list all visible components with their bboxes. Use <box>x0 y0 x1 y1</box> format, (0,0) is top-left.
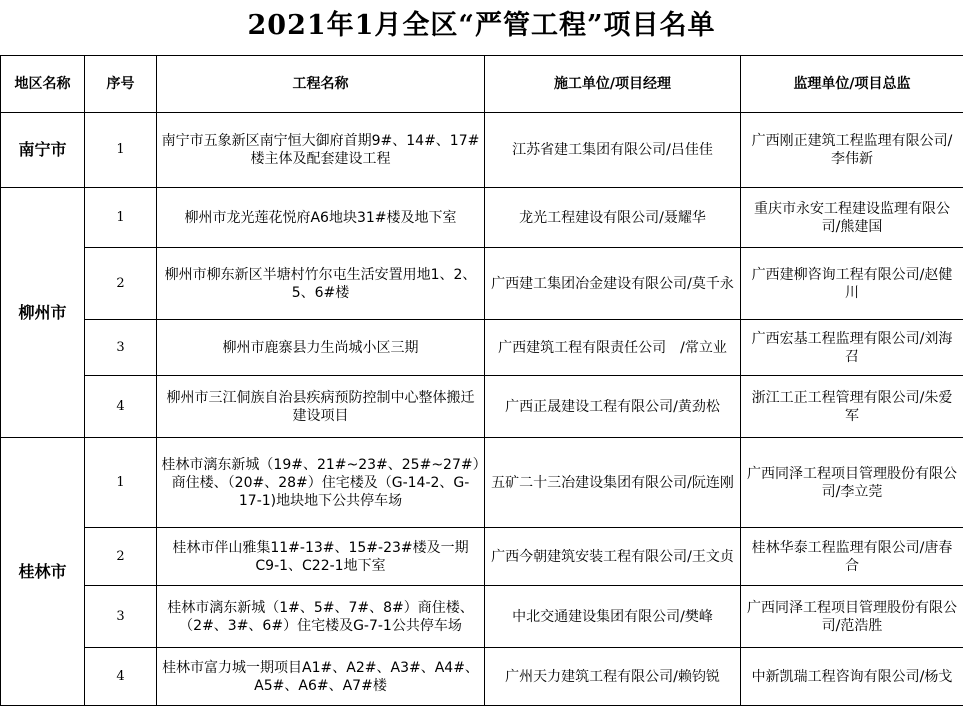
project-cell: 桂林市伴山雅集11#-13#、15#-23#楼及一期C9-1、C22-1地下室 <box>157 528 485 586</box>
region-name: 桂林市 <box>1 438 85 706</box>
contractor-cell: 江苏省建工集团有限公司/吕佳佳 <box>485 113 741 188</box>
contractor-cell: 广西建筑工程有限责任公司 /常立业 <box>485 320 741 376</box>
table-row <box>1 248 963 320</box>
table-row <box>1 376 963 438</box>
contractor-cell: 龙光工程建设有限公司/聂耀华 <box>485 188 741 248</box>
contractor-cell: 广西今朝建筑安装工程有限公司/王文贞 <box>485 528 741 586</box>
seq-cell: 4 <box>85 376 157 438</box>
seq-cell: 1 <box>85 113 157 188</box>
header-seq: 序号 <box>85 56 157 113</box>
supervisor-cell: 广西同泽工程项目管理股份有限公司/李立莞 <box>741 438 963 528</box>
table-row <box>1 648 963 706</box>
header-row <box>1 56 963 113</box>
seq-cell: 1 <box>85 188 157 248</box>
contractor-cell: 广西正晟建设工程有限公司/黄劲松 <box>485 376 741 438</box>
project-table <box>0 55 963 706</box>
header-contractor: 施工单位/项目经理 <box>485 56 741 113</box>
supervisor-cell: 广西刚正建筑工程监理有限公司/李伟新 <box>741 113 963 188</box>
region-name: 南宁市 <box>1 113 85 188</box>
supervisor-cell: 广西宏基工程监理有限公司/刘海召 <box>741 320 963 376</box>
table-row <box>1 586 963 648</box>
project-cell: 桂林市漓东新城（1#、5#、7#、8#）商住楼、（2#、3#、6#）住宅楼及G-7-1公共停车场 <box>157 586 485 648</box>
seq-cell: 4 <box>85 648 157 706</box>
contractor-cell: 广州天力建筑工程有限公司/赖钧锐 <box>485 648 741 706</box>
supervisor-cell: 浙江工正工程管理有限公司/朱爱军 <box>741 376 963 438</box>
table-row <box>1 438 963 528</box>
table-row <box>1 528 963 586</box>
project-cell: 柳州市鹿寨县力生尚城小区三期 <box>157 320 485 376</box>
project-cell: 桂林市漓东新城（19#、21#~23#、25#~27#）商住楼、（20#、28#）住宅楼及（G-14-2、G-17-1)地块地下公共停车场 <box>157 438 485 528</box>
supervisor-cell: 桂林华泰工程监理有限公司/唐春合 <box>741 528 963 586</box>
project-cell: 柳州市三江侗族自治县疾病预防控制中心整体搬迁建设项目 <box>157 376 485 438</box>
seq-cell: 1 <box>85 438 157 528</box>
table-row <box>1 188 963 248</box>
seq-cell: 3 <box>85 586 157 648</box>
seq-cell: 3 <box>85 320 157 376</box>
supervisor-cell: 广西同泽工程项目管理股份有限公司/范浩胜 <box>741 586 963 648</box>
project-cell: 柳州市柳东新区半塘村竹尔屯生活安置用地1、2、5、6#楼 <box>157 248 485 320</box>
contractor-cell: 广西建工集团冶金建设有限公司/莫千永 <box>485 248 741 320</box>
table-row <box>1 113 963 188</box>
contractor-cell: 五矿二十三冶建设集团有限公司/阮连刚 <box>485 438 741 528</box>
header-supervisor: 监理单位/项目总监 <box>741 56 963 113</box>
table-row <box>1 320 963 376</box>
page-title: 2021年1月全区“严管工程”项目名单 <box>247 10 716 41</box>
supervisor-cell: 广西建柳咨询工程有限公司/赵健川 <box>741 248 963 320</box>
contractor-cell: 中北交通建设集团有限公司/樊峰 <box>485 586 741 648</box>
seq-cell: 2 <box>85 248 157 320</box>
supervisor-cell: 重庆市永安工程建设监理有限公司/熊建国 <box>741 188 963 248</box>
project-cell: 柳州市龙光莲花悦府A6地块31#楼及地下室 <box>157 188 485 248</box>
header-region: 地区名称 <box>1 56 85 113</box>
region-name: 柳州市 <box>1 188 85 438</box>
header-project: 工程名称 <box>157 56 485 113</box>
seq-cell: 2 <box>85 528 157 586</box>
project-cell: 桂林市富力城一期项目A1#、A2#、A3#、A4#、A5#、A6#、A7#楼 <box>157 648 485 706</box>
supervisor-cell: 中新凯瑞工程咨询有限公司/杨戈 <box>741 648 963 706</box>
project-cell: 南宁市五象新区南宁恒大御府首期9#、14#、17#楼主体及配套建设工程 <box>157 113 485 188</box>
